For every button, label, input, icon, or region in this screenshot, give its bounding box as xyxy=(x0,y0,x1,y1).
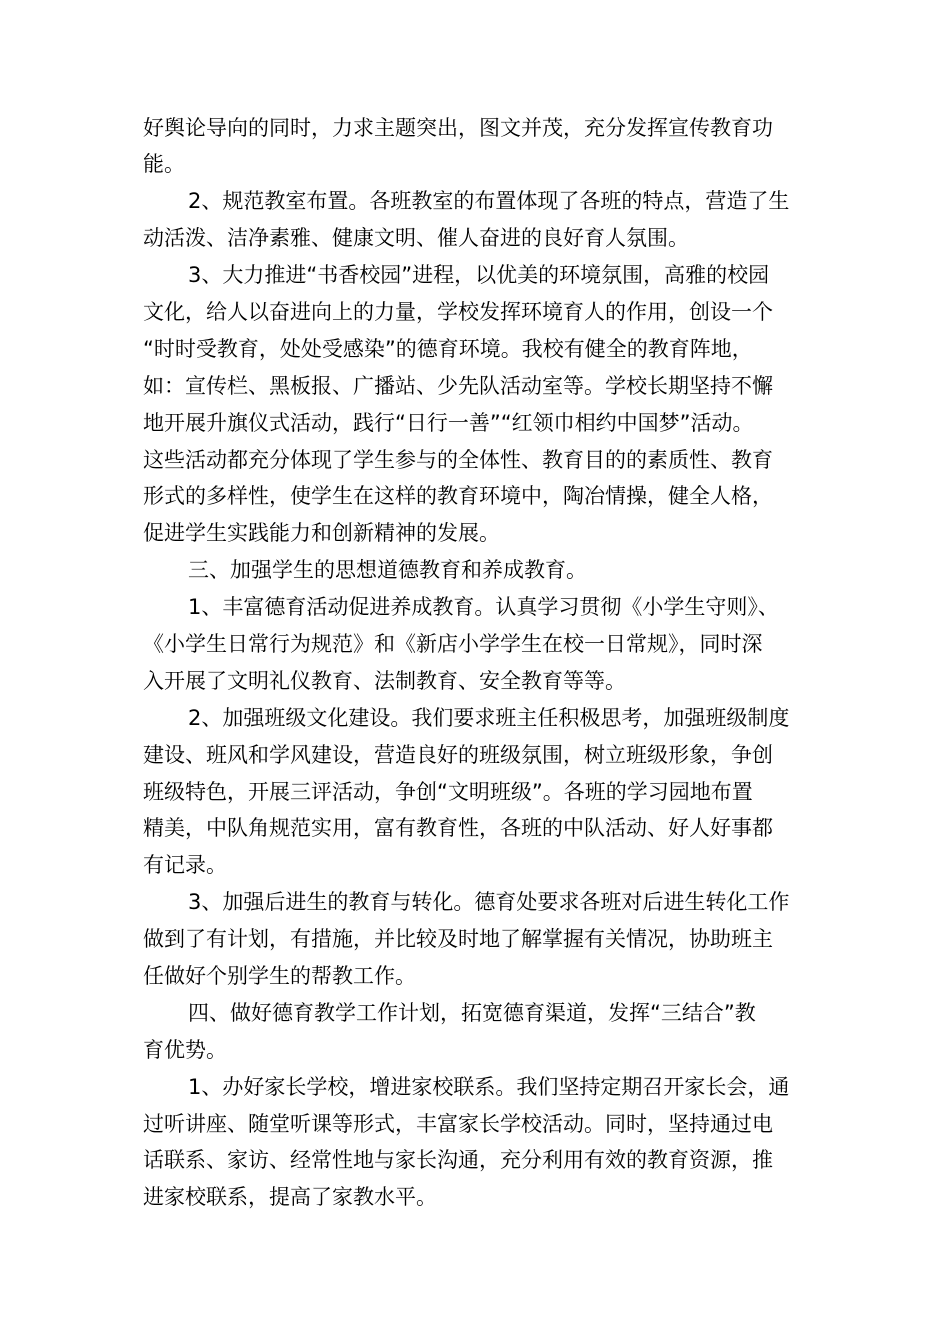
text-line: 建设、班风和学风建设，营造良好的班级氛围，树立班级形象，争创 xyxy=(143,743,773,767)
text-line: 做到了有计划，有措施，并比较及时地了解掌握有关情况，协助班主 xyxy=(143,927,773,951)
text-line: 这些活动都充分体现了学生参与的全体性、教育目的的素质性、教育 xyxy=(143,448,773,472)
paragraph-first-line: 2、规范教室布置。各班教室的布置体现了各班的特点，营造了生 xyxy=(188,189,790,213)
paragraph-first-line: 3、大力推进“书香校园”进程，以优美的环境氛围，高雅的校园 xyxy=(188,263,770,287)
text-line: 《小学生日常行为规范》和《新店小学学生在校一日常规》，同时深 xyxy=(143,632,763,656)
text-line: 进家校联系，提高了家教水平。 xyxy=(143,1185,437,1209)
text-line: 任做好个别学生的帮教工作。 xyxy=(143,964,416,988)
text-line: “时时受教育，处处受感染”的德育环境。我校有健全的教育阵地， xyxy=(143,337,753,361)
paragraph-first-line: 1、办好家长学校，增进家校联系。我们坚持定期召开家长会，通 xyxy=(188,1075,790,1099)
text-line: 促进学生实践能力和创新精神的发展。 xyxy=(143,521,500,545)
text-line: 地开展升旗仪式活动，践行“日行一善”“红领巾相约中国梦”活动。 xyxy=(143,411,754,435)
text-line: 形式的多样性，使学生在这样的教育环境中，陶冶情操，健全人格， xyxy=(143,484,773,508)
paragraph-first-line: 3、加强后进生的教育与转化。德育处要求各班对后进生转化工作 xyxy=(188,890,790,914)
text-line: 有记录。 xyxy=(143,853,227,877)
text-line: 话联系、家访、经常性地与家长沟通，充分利用有效的教育资源，推 xyxy=(143,1148,773,1172)
section-heading: 三、加强学生的思想道德教育和养成教育。 xyxy=(188,558,587,582)
text-line: 精美，中队角规范实用，富有教育性，各班的中队活动、好人好事都 xyxy=(143,816,773,840)
section-heading: 四、做好德育教学工作计划，拓宽德育渠道，发挥“三结合”教 xyxy=(188,1001,756,1025)
text-line: 能。 xyxy=(143,152,185,176)
paragraph-first-line: 2、加强班级文化建设。我们要求班主任积极思考，加强班级制度 xyxy=(188,706,790,730)
text-line: 如：宣传栏、黑板报、广播站、少先队活动室等。学校长期坚持不懈 xyxy=(143,374,773,398)
text-line: 育优势。 xyxy=(143,1038,227,1062)
text-line: 入开展了文明礼仪教育、法制教育、安全教育等等。 xyxy=(143,669,626,693)
text-line: 过听讲座、随堂听课等形式，丰富家长学校活动。同时，坚持通过电 xyxy=(143,1112,773,1136)
text-line: 文化，给人以奋进向上的力量，学校发挥环境育人的作用，创设一个 xyxy=(143,300,773,324)
text-line: 好舆论导向的同时，力求主题突出，图文并茂，充分发挥宣传教育功 xyxy=(143,116,773,140)
text-line: 班级特色，开展三评活动，争创“文明班级”。各班的学习园地布置 xyxy=(143,780,753,804)
paragraph-first-line: 1、丰富德育活动促进养成教育。认真学习贯彻《小学生守则》、 xyxy=(188,595,779,619)
text-line: 动活泼、洁净素雅、健康文明、催人奋进的良好育人氛围。 xyxy=(143,226,689,250)
